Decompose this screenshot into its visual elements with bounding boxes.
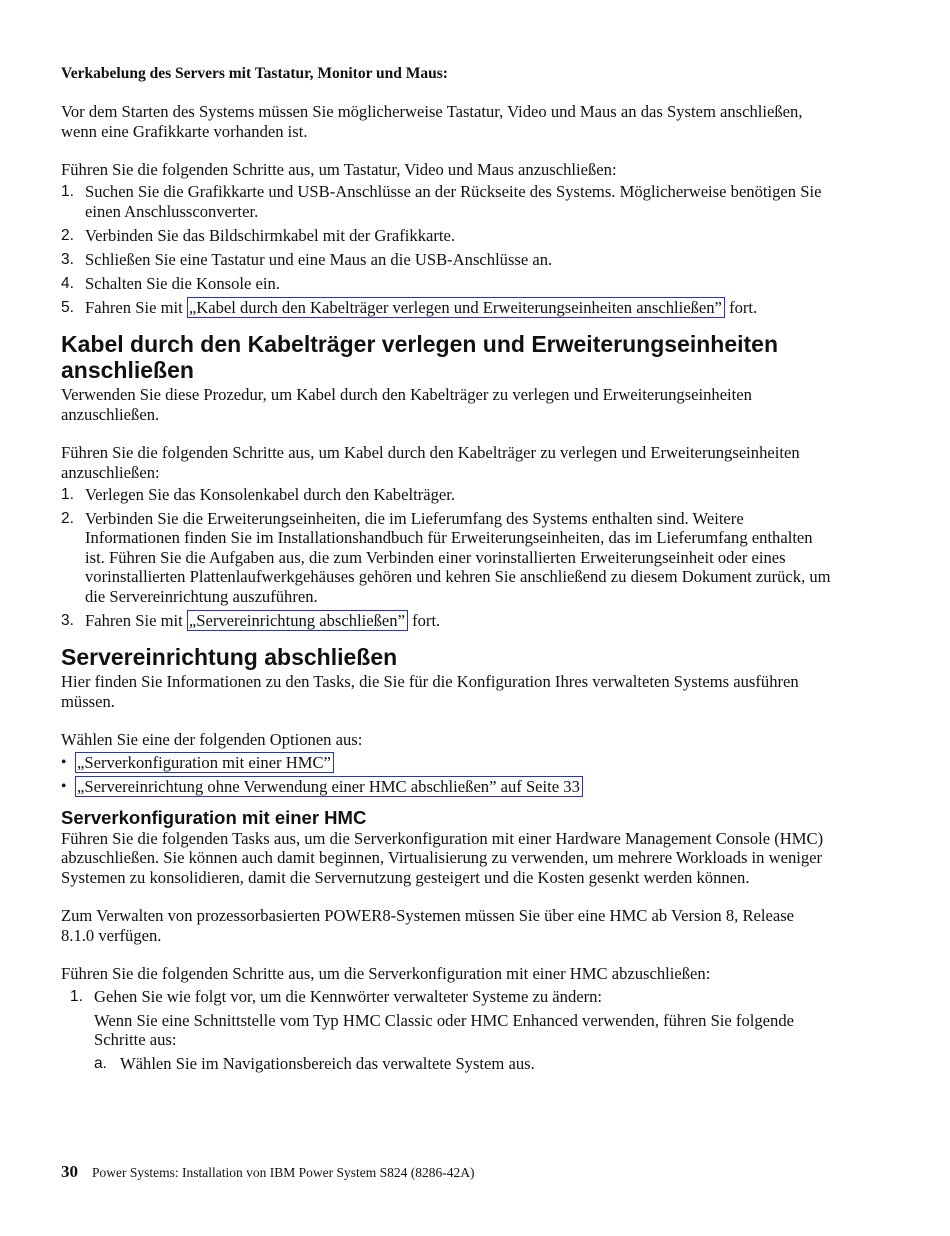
section-heading-cabling: Verkabelung des Servers mit Tastatur, Monitor und Maus: [61,65,448,82]
list-item [61,509,831,607]
list-item [61,298,831,318]
section-title-hmc-config: Serverkonfiguration mit einer HMC [61,806,367,828]
bullet: • [61,754,67,771]
paragraph: Führen Sie die folgenden Schritte aus, um Tastatur, Video und Maus anzuschließen: [61,160,617,179]
paragraph: Wählen Sie eine der folgenden Optionen aus: [61,730,363,749]
paragraph: Vor dem Starten des Systems müssen Sie möglicherweise Tastatur, Video und Maus an das System anschließen, wenn eine Grafikkarte vorhanden ist. [61,102,803,141]
list-item [61,274,831,294]
list-item [61,226,831,246]
step-text: Fahren Sie mit [85,610,187,630]
list-item [61,611,831,631]
link-cable-tray[interactable]: „Kabel durch den Kabelträger verlegen und Erweiterungseinheiten anschließen” [187,297,725,318]
list-item [61,753,831,773]
option-list [61,753,831,797]
step-number: 4. [61,274,74,292]
step-number: a. [94,1055,107,1072]
paragraph: Führen Sie die folgenden Schritte aus, um Kabel durch den Kabelträger zu verlegen und Erweiterungseinheiten anzuschließen: [61,443,800,482]
step-text: Verbinden Sie die Erweiterungseinheiten, die im Lieferumfang des Systems enthalten sind. Weitere Informationen finden Sie im Installationshandbuch für Erweiterungseinheiten, das im Lieferumfang enthalten ist. Führen Sie die Aufgaben aus, die zum Verbinden einer vorinstallierten Erweiterungseinheit oder eines vorinstallierten Plattenlaufwerkgehäuses gehören und kehren Sie anschließend zu diesem Dokument zurück, um die Servereinrichtung auszuführen. [85,508,831,606]
step-text: Suchen Sie die Grafikkarte und USB-Anschlüsse an der Rückseite des Systems. Möglicherweise benötigen Sie einen Anschlussconverter. [85,182,822,221]
step-number: 3. [61,250,74,268]
list-item [61,250,831,270]
step-number: 1. [61,183,74,200]
step-text: Verlegen Sie das Konsolenkabel durch den Kabelträger. [85,484,456,504]
step-text: Schließen Sie eine Tastatur und eine Maus an die USB-Anschlüsse an. [85,249,553,269]
paragraph: Zum Verwalten von prozessorbasierten POWER8-Systemen müssen Sie über eine HMC ab Version 8, Release 8.1.0 verfügen. [61,906,795,945]
link-no-hmc-setup[interactable]: „Servereinrichtung ohne Verwendung einer HMC abschließen” auf Seite 33 [75,776,583,797]
footer-text: Power Systems: Installation von IBM Power System S824 (8286-42A) [92,1165,475,1180]
paragraph: Hier finden Sie Informationen zu den Tasks, die Sie für die Konfiguration Ihres verwalteten Systems ausführen müssen. [61,672,799,711]
step-text: Schalten Sie die Konsole ein. [85,273,280,293]
substep-list [94,1054,831,1074]
step-text: Gehen Sie wie folgt vor, um die Kennwörter verwalteter Systeme zu ändern: [94,987,603,1006]
step-text: fort. [407,610,441,630]
step-number: 1. [70,988,83,1005]
section-title-server-setup: Servereinrichtung abschließen [61,644,398,670]
document-page [61,58,831,1074]
step-text: Wählen Sie im Navigationsbereich das verwaltete System aus. [120,1054,535,1073]
list-item [94,1054,831,1074]
page-footer [61,1162,861,1182]
step-text: Fahren Sie mit [85,297,187,317]
paragraph: Führen Sie die folgenden Tasks aus, um die Serverkonfiguration mit einer Hardware Management Console (HMC) abzuschließen. Sie können auch damit beginnen, Virtualisierung zu verwenden, um mehrere Workloads in weniger Systemen zu konsolidieren, damit die Servernutzung gesteigert und die Kosten gesenkt werden können. [61,828,824,887]
step-text: Verbinden Sie das Bildschirmkabel mit der Grafikkarte. [85,225,456,245]
paragraph: Führen Sie die folgenden Schritte aus, um die Serverkonfiguration mit einer HMC abzuschließen: [61,964,711,983]
step-number: 2. [61,226,74,244]
bullet: • [61,778,67,795]
list-item [61,485,831,505]
step-number: 5. [61,298,74,316]
paragraph: Verwenden Sie diese Prozedur, um Kabel durch den Kabelträger zu verlegen und Erweiterungseinheiten anzuschließen. [61,385,752,424]
list-item [61,777,831,797]
step-number: 2. [61,509,74,527]
step-list [61,987,831,1074]
list-item [61,182,831,221]
step-detail: Wenn Sie eine Schnittstelle vom Typ HMC Classic oder HMC Enhanced verwenden, führen Sie folgende Schritte aus: [94,1010,794,1049]
link-server-setup[interactable]: „Servereinrichtung abschließen” [187,610,408,631]
step-number: 3. [61,611,74,629]
step-list [61,182,831,317]
step-text: fort. [724,297,758,317]
step-number: 1. [61,485,74,503]
step-list [61,485,831,631]
page-number: 30 [61,1162,78,1181]
link-hmc-config[interactable]: „Serverkonfiguration mit einer HMC” [75,752,334,773]
section-title-cable-tray: Kabel durch den Kabelträger verlegen und Erweiterungseinheiten anschließen [61,331,778,383]
list-item [70,987,831,1074]
